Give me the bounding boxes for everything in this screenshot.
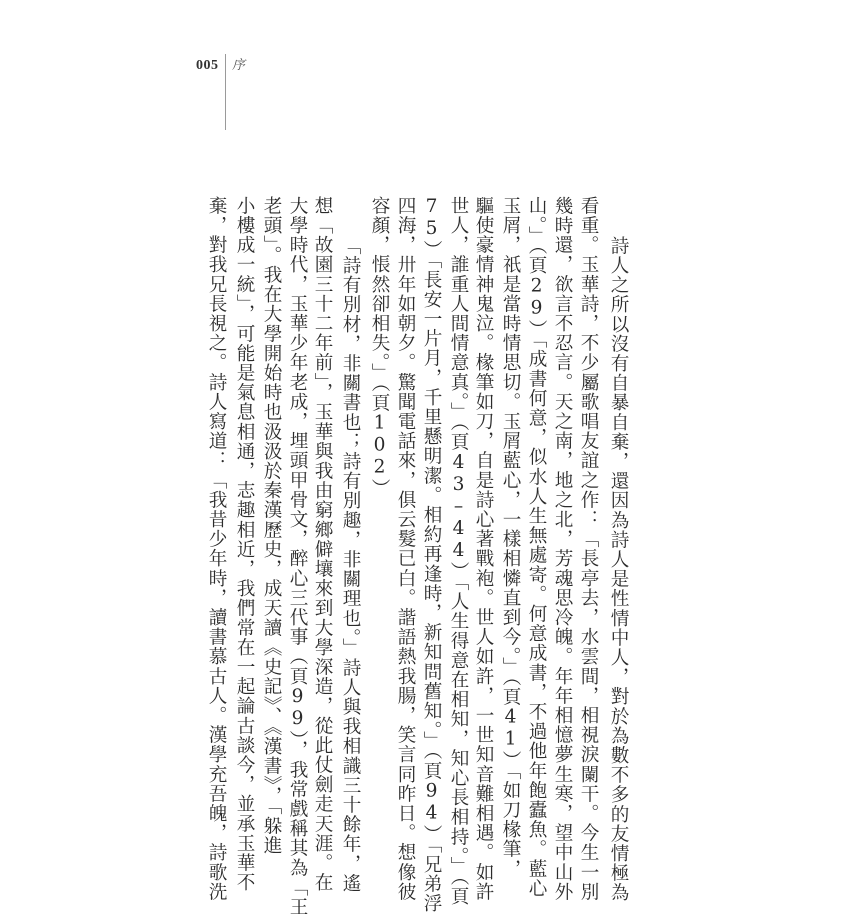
text-column-7: 世人，誰重人間情意真。」（頁43–44）「人生得意在相知，知心長相持。」（頁 bbox=[448, 196, 469, 907]
section-title: 序 bbox=[232, 58, 246, 73]
text-column-3: 幾時還，欲言不忍言。天之南，地之北，芳魂思冷魄。年年相憶夢生寒，望中山外 bbox=[552, 196, 573, 902]
text-column-2: 看重。玉華詩，不少屬歌唱友誼之作：「長亭去，水雲間，相視淚闌干。今生一別 bbox=[578, 196, 599, 902]
text-column-10: 容顏，悵然卻相失。」（頁102） bbox=[369, 196, 390, 499]
text-column-6: 驅使豪情神鬼泣。椽筆如刀，自是詩心著戰袍。世人如許，一世知音難相遇。如許 bbox=[473, 196, 494, 902]
text-column-12: 想「故園三十二年前」，玉華與我由窮鄉僻壤來到大學深造，從此仗劍走天涯。在 bbox=[312, 196, 333, 893]
page-number: 005 bbox=[196, 58, 219, 73]
text-column-4: 山。」（頁29）「成書何意，似水人生無處寄。何意成書，不過他年飽蠹魚。藍心 bbox=[526, 196, 547, 899]
text-column-11: 「詩有別材，非關書也；詩有別趣，非關理也。」詩人與我相識三十餘年，遙 bbox=[340, 236, 361, 894]
text-column-5: 玉屑，祇是當時情思切。玉屑藍心，一樣相憐直到今。」（頁41）「如刀椽筆， bbox=[500, 196, 521, 879]
text-column-9: 四海，卅年如朝夕。驚聞電話來，俱云髮已白。諧語熱我腸，笑言同昨日。想像彼 bbox=[395, 196, 416, 902]
text-column-8: 75）「長安一片月，千里懸明潔。相約再逢時，新知問舊知。」（頁94）「兄弟浮 bbox=[421, 196, 442, 914]
text-column-16: 棄，對我兄長視之。詩人寫道：「我昔少年時，讀書慕古人。漢學充吾魄，詩歌洗 bbox=[206, 196, 227, 902]
text-column-13: 大學時代，玉華少年老成，埋頭甲骨文，醉心三代事（頁99），我常戲稱其為「王 bbox=[287, 196, 308, 917]
text-column-1: 詩人之所以沒有自暴自棄，還因為詩人是性情中人，對於為數不多的友情極為 bbox=[608, 236, 629, 903]
text-column-15: 小樓成一統」，可能是氣息相通，志趣相近，我們常在一起論古談今，並承玉華不 bbox=[234, 196, 255, 893]
text-column-14: 老頭」。我在大學開始時也汲汲於秦漢歷史，成天讀《史記》、《漢書》，「躲進 bbox=[261, 196, 282, 856]
header-divider bbox=[225, 54, 226, 130]
vertical-text-body bbox=[202, 196, 632, 917]
